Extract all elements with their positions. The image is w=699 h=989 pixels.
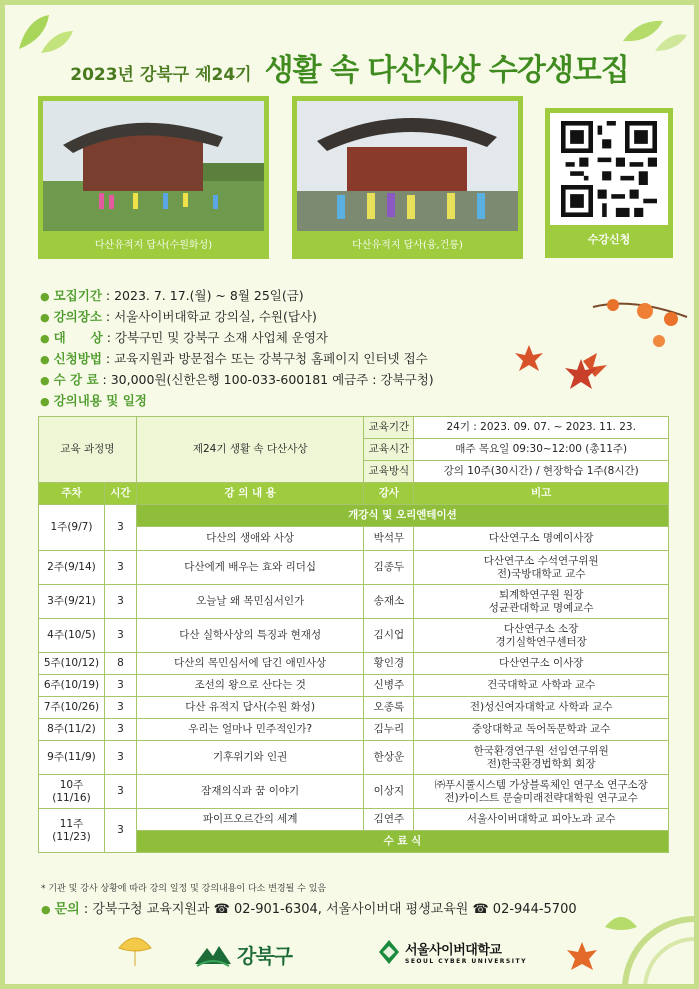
hours-cell: 3 [104,551,136,585]
note-cell: ㈜푸시풀시스템 가상블록체인 연구소 연구소장 전)카이스트 문술미래전략대학원 연구교수 [414,775,669,809]
week-cell: 11주(11/23) [39,809,105,853]
closing-band: 수 료 식 [136,831,668,853]
table-row [39,697,669,719]
lecturer-cell: 김시업 [364,619,414,653]
hours-cell: 3 [104,505,136,551]
contact-info: ● 문의 : 강북구청 교육지원과 ☎ 02-901-6304, 서울사이버대 평생교육원 ☎ 02-944-5700 [41,902,577,917]
bullet-icon: ● [41,903,51,916]
title-subtitle: 2023년 강북구 제24기 [70,65,252,85]
info-row-period: ● 모집기간 : 2023. 7. 17.(월) ~ 8월 25일(금) [40,288,304,303]
lecturer-cell: 신병주 [364,675,414,697]
course-name-value: 제24기 생활 속 다산사상 [136,417,364,483]
title-main: 생활 속 다산사상 수강생모집 [264,53,629,88]
page-title [5,45,694,89]
col-note: 비고 [414,483,669,505]
photo-suwon-hwaseong [38,96,269,259]
course-name-label: 교육 과정명 [39,417,137,483]
info-row-venue: ● 강의장소 : 서울사이버대학교 강의실, 수원(답사) [40,309,317,324]
method-value: 강의 10주(30시간) / 현장학습 1주(8시간) [414,461,669,483]
photo-yung-geonneung [292,96,523,259]
hours-cell: 3 [104,775,136,809]
change-notice: * 기관 및 강사 상황에 따라 강의 일정 및 강의내용이 다소 변경될 수 있음 [41,884,327,894]
content-cell: 파이프오르간의 세계 [136,809,364,831]
table-row [39,653,669,675]
lecturer-cell: 이상지 [364,775,414,809]
time-label: 교육시간 [364,439,414,461]
info-row-method: ● 신청방법 : 교육지원과 방문접수 또는 강북구청 홈페이지 인터넷 접수 [40,351,428,366]
method-label: 교육방식 [364,461,414,483]
bullet-icon: ● [40,290,50,303]
period-label: 교육기간 [364,417,414,439]
lecturer-cell: 한상운 [364,741,414,775]
lecturer-cell: 김누리 [364,719,414,741]
schedule-table [38,416,669,853]
week-cell: 1주(9/7) [39,505,105,551]
mountain-logo-icon [193,942,233,968]
palace-photo-image [43,101,264,231]
note-cell: 다산연구소 소장 경기실학연구센터장 [414,619,669,653]
footer-logos [5,938,694,974]
week-cell: 7주(10/26) [39,697,105,719]
orientation-band: 개강식 및 오리엔테이션 [136,505,668,527]
time-value: 매주 목요일 09:30~12:00 (총11주) [414,439,669,461]
bullet-icon: ● [40,332,50,345]
note-cell: 서울사이버대학교 피아노과 교수 [414,809,669,831]
week-cell: 8주(11/2) [39,719,105,741]
hours-cell: 3 [104,619,136,653]
table-row [39,417,669,439]
col-lecturer: 강사 [364,483,414,505]
table-row [39,505,669,527]
content-cell: 우리는 얼마나 민주적인가? [136,719,364,741]
content-cell: 다산 실학사상의 특징과 현재성 [136,619,364,653]
hours-cell: 3 [104,585,136,619]
table-row [39,719,669,741]
lecturer-cell: 송재소 [364,585,414,619]
lecturer-cell: 박석무 [364,527,414,551]
week-cell: 9주(11/9) [39,741,105,775]
bullet-icon: ● [40,311,50,324]
seoul-cyber-university-logo[interactable]: 서울사이버대학교 SEOUL CYBER UNIVERSITY [377,938,527,966]
table-row [39,551,669,585]
content-cell: 다산의 목민심서에 담긴 애민사상 [136,653,364,675]
table-row [39,619,669,653]
table-row [39,585,669,619]
col-hours: 시간 [104,483,136,505]
note-cell: 다산연구소 이사장 [414,653,669,675]
note-cell: 다산연구소 수석연구위원 전)국방대학교 교수 [414,551,669,585]
table-header-row [39,483,669,505]
qr-code-box[interactable] [545,108,673,258]
table-row [39,809,669,831]
photo-caption: 다산유적지 답사(융,건릉) [352,240,463,251]
maple-leaf-icon [563,357,599,391]
bullet-icon: ● [40,374,50,387]
content-cell: 잠재의식과 꿈 이야기 [136,775,364,809]
note-cell: 다산연구소 명예이사장 [414,527,669,551]
week-cell: 3주(9/21) [39,585,105,619]
table-row [39,775,669,809]
bullet-icon: ● [40,353,50,366]
period-value: 24기 : 2023. 09. 07. ~ 2023. 11. 23. [414,417,669,439]
hours-cell: 3 [104,719,136,741]
hours-cell: 3 [104,741,136,775]
content-cell: 조선의 왕으로 산다는 것 [136,675,364,697]
note-cell: 한국환경연구원 선임연구위원 전)한국환경법학회 회장 [414,741,669,775]
content-cell: 기후위기와 인권 [136,741,364,775]
content-cell: 다산의 생애와 사상 [136,527,364,551]
gangbuk-logo[interactable]: 강북구 [193,940,292,969]
week-cell: 2주(9/14) [39,551,105,585]
qr-caption: 수강신청 [587,233,631,246]
content-cell: 다산에게 배우는 효와 리더십 [136,551,364,585]
content-cell: 오늘날 왜 목민심서인가 [136,585,364,619]
week-cell: 6주(10/19) [39,675,105,697]
lecturer-cell: 김종두 [364,551,414,585]
hours-cell: 3 [104,675,136,697]
hours-cell: 8 [104,653,136,675]
table-row [39,741,669,775]
week-cell: 10주(11/16) [39,775,105,809]
week-cell: 5주(10/12) [39,653,105,675]
bullet-icon: ● [40,395,50,408]
info-row-target: ● 대 상 : 강북구민 및 강북구 소재 사업체 운영자 [40,330,328,345]
hours-cell: 3 [104,697,136,719]
content-cell: 다산 유적지 답사(수원 화성) [136,697,364,719]
qr-code-icon [561,121,657,217]
info-row-fee: ● 수 강 료 : 30,000원(신한은행 100-033-600181 예금주 : 강북구청) [40,372,434,387]
note-cell: 퇴계학연구원 원장 성균관대학교 명예교수 [414,585,669,619]
lecturer-cell: 황인경 [364,653,414,675]
note-cell: 중앙대학교 독어독문학과 교수 [414,719,669,741]
note-cell: 건국대학교 사학과 교수 [414,675,669,697]
hours-cell: 3 [104,809,136,853]
autumn-branch-icon [583,287,691,397]
col-week: 주차 [39,483,105,505]
info-row-schedule-title: ● 강의내용 및 일정 [40,393,147,408]
lecturer-cell: 오종록 [364,697,414,719]
pavilion-photo-image [297,101,518,231]
week-cell: 4주(10/5) [39,619,105,653]
col-content: 강 의 내 용 [136,483,364,505]
lecturer-cell: 김연주 [364,809,414,831]
photo-caption: 다산유적지 답사(수원화성) [94,240,213,251]
university-emblem-icon [377,938,401,966]
note-cell: 전)성신여자대학교 사학과 교수 [414,697,669,719]
table-row [39,675,669,697]
recruitment-info [40,285,560,411]
